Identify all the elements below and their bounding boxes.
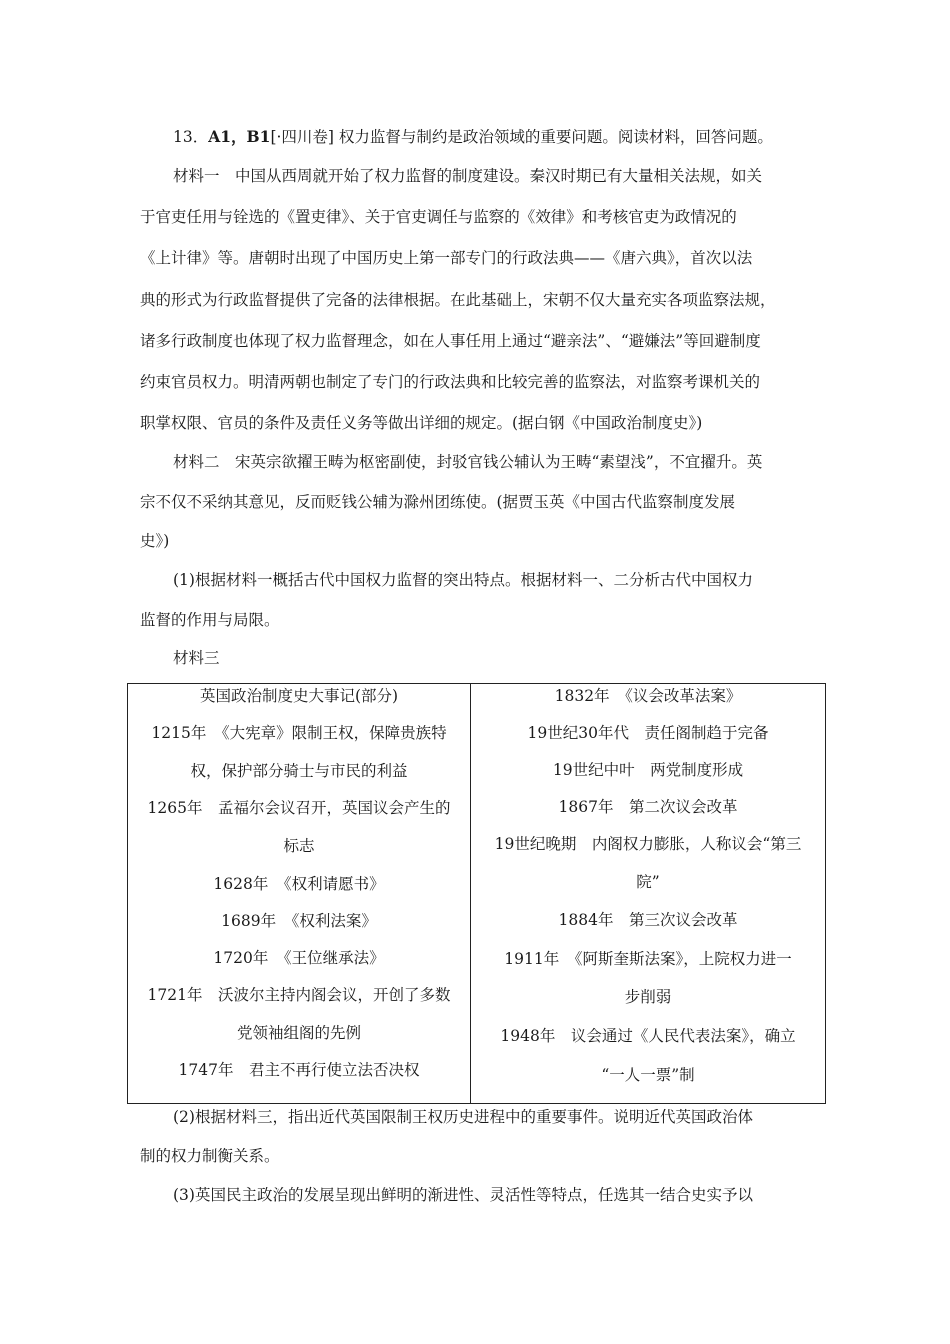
table-cell-line: 19世纪晚期 内阁权力膨胀，人称议会“第三: [494, 835, 802, 853]
material1-line: 诸多行政制度也体现了权力监督理念，如在人事任用上通过“避亲法”、“避嫌法”等回避制度: [140, 332, 761, 350]
table-cell-line: 1867年 第二次议会改革: [558, 798, 738, 816]
question-number: 13．: [173, 128, 209, 146]
table-cell-line: 步削弱: [624, 988, 672, 1006]
table-cell-line: 权，保护部分骑士与市民的利益: [190, 762, 408, 780]
q1-line: (1)根据材料一概括古代中国权力监督的突出特点。根据材料一、二分析古代中国权力: [173, 571, 753, 589]
table-cell-line: 1948年 议会通过《人民代表法案》，确立: [500, 1027, 796, 1045]
q3-line: (3)英国民主政治的发展呈现出鲜明的渐进性、灵活性等特点，任选其一结合史实予以: [173, 1186, 753, 1204]
material1-line: 约束官员权力。明清两朝也制定了专门的行政法典和比较完善的监察法，对监察考课机关的: [140, 373, 761, 391]
question-source: [·四川卷]: [270, 128, 334, 146]
material1-line: 《上计律》等。唐朝时出现了中国历史上第一部专门的行政法典——《唐六典》，首次以法: [140, 249, 753, 267]
table-cell-line: 党领袖组阁的先例: [236, 1024, 361, 1042]
events-left-column: [128, 684, 471, 1104]
material1-line: 典的形式为行政监督提供了完备的法律根据。在此基础上，宋朝不仅大量充实各项监察法规，: [140, 291, 776, 309]
material1-line: 职掌权限、官员的条件及责任义务等做出详细的规定。(据白钢《中国政治制度史》): [140, 414, 703, 432]
table-cell-line: 1747年 君主不再行使立法否决权: [178, 1061, 420, 1079]
table-cell-line: 1884年 第三次议会改革: [558, 911, 738, 929]
table-cell-line: 1265年 孟福尔会议召开，英国议会产生的: [147, 799, 451, 817]
q1-line: 监督的作用与局限。: [140, 611, 280, 629]
table-cell-line: 19世纪30年代 责任阁制趋于完备: [527, 724, 769, 742]
material3-label: 材料三: [173, 649, 220, 667]
material1-line: 于官吏任用与铨选的《置吏律》、关于官吏调任与监察的《效律》和考核官吏为政情况的: [140, 208, 737, 226]
material2-line: 材料二 宋英宗欲擢王畴为枢密副使，封驳官钱公辅认为王畴“素望浅”，不宜擢升。英: [173, 453, 763, 471]
table-cell-line: 1689年 《权利法案》: [221, 912, 377, 930]
material2-line: 史》): [140, 532, 170, 550]
question-stem: 权力监督与制约是政治领域的重要问题。阅读材料，回答问题。: [338, 128, 773, 146]
table-cell-line: 1215年 《大宪章》限制王权，保障贵族特: [151, 724, 447, 742]
table-cell-line: 标志: [283, 837, 315, 855]
table-cell-line: 1628年 《权利请愿书》: [213, 875, 385, 893]
question-heading: [173, 127, 773, 147]
q2-line: (2)根据材料三，指出近代英国限制王权历史进程中的重要事件。说明近代英国政治体: [173, 1108, 753, 1126]
events-right-column: [471, 684, 826, 1104]
british-political-events-table: [127, 683, 826, 1104]
q2-line: 制的权力制衡关系。: [140, 1147, 280, 1165]
table-cell-line: 1911年 《阿斯奎斯法案》，上院权力进一: [504, 950, 792, 968]
table-cell-line: 1720年 《王位继承法》: [213, 949, 385, 967]
table-cell-line: 19世纪中叶 两党制度形成: [552, 761, 744, 779]
table-cell-line: 英国政治制度史大事记(部分): [199, 687, 399, 705]
material2-line: 宗不仅不采纳其意见，反而贬钱公辅为滁州团练使。(据贾玉英《中国古代监察制度发展: [140, 493, 736, 511]
table-cell-line: 院”: [636, 873, 660, 891]
table-cell-line: “一人一票”制: [601, 1066, 695, 1084]
table-cell-line: 1832年 《议会改革法案》: [554, 687, 742, 705]
table-cell-line: 1721年 沃波尔主持内阁会议，开创了多数: [147, 986, 451, 1004]
question-tag: A1，B1: [208, 127, 271, 146]
material1-line: 材料一 中国从西周就开始了权力监督的制度建设。秦汉时期已有大量相关法规，如关: [173, 167, 763, 185]
